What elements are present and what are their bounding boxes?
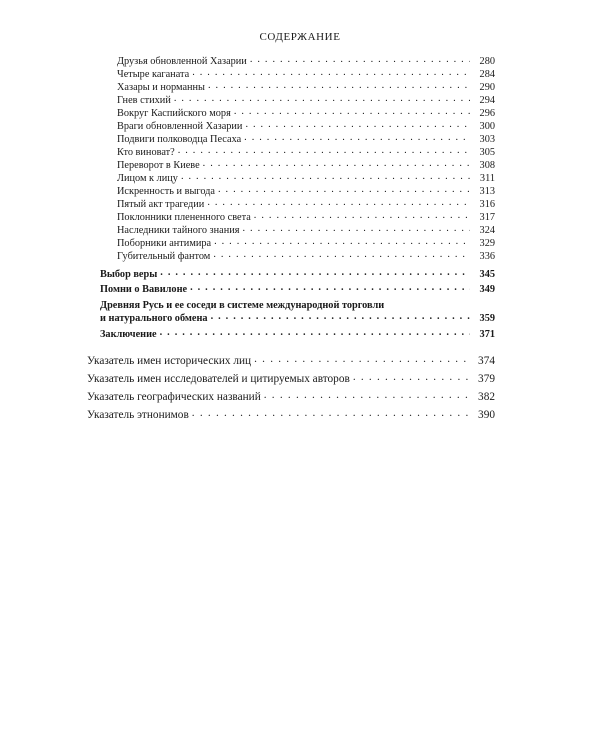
- toc-chapter-entry[interactable]: [100, 268, 495, 282]
- dot-leader: [211, 310, 470, 324]
- index-entry-page: 374: [478, 355, 495, 367]
- toc-entry-title: Переворот в Киеве: [117, 160, 200, 171]
- dot-leader: [203, 157, 470, 171]
- dot-leader: [181, 170, 470, 184]
- toc-entry-page: 329: [479, 238, 495, 249]
- toc-entry-page: 303: [479, 134, 495, 145]
- dot-leader: [207, 196, 470, 210]
- toc-chapter-page: 359: [479, 313, 495, 324]
- toc-entry-title: Четыре каганата: [117, 69, 190, 80]
- toc-entry-page: 313: [479, 186, 495, 197]
- toc-entry-page: 317: [479, 212, 495, 223]
- toc-entry-title: Гнев стихий: [117, 95, 171, 106]
- toc-entry-title: Искренность и выгода: [117, 186, 215, 197]
- dot-leader: [353, 369, 470, 385]
- toc-entry-page: 311: [479, 173, 495, 184]
- toc-entry-title: Лицом к лицу: [117, 173, 178, 184]
- dot-leader: [160, 266, 470, 280]
- toc-entry-title: Поборники антимира: [117, 238, 212, 249]
- dot-leader: [192, 66, 470, 80]
- toc-entry-page: 336: [479, 251, 495, 262]
- toc-conclusion-title: Заключение: [100, 329, 157, 340]
- dot-leader: [250, 53, 470, 67]
- toc-conclusion-entry[interactable]: [100, 328, 495, 342]
- toc-chapter-page: 349: [479, 284, 495, 295]
- toc-entry-title: Наследники тайного знания: [117, 225, 240, 236]
- toc-entry-page: 296: [479, 108, 495, 119]
- toc-entry-title: Пятый акт трагедии: [117, 199, 205, 210]
- toc-entry-page: 305: [479, 147, 495, 158]
- toc-entry-title: Вокруг Каспийского моря: [117, 108, 231, 119]
- dot-leader: [214, 235, 470, 249]
- toc-entry-page: 308: [479, 160, 495, 171]
- toc-conclusion-page: 371: [479, 329, 495, 340]
- dot-leader: [244, 131, 470, 145]
- toc-entry-page: 324: [479, 225, 495, 236]
- toc-chapter-title: Помни о Вавилоне: [100, 284, 188, 295]
- dot-leader: [245, 118, 470, 132]
- dot-leader: [242, 222, 470, 236]
- toc-entry-title: Хазары и норманны: [117, 82, 205, 93]
- dot-leader: [208, 79, 470, 93]
- index-entry-title: Указатель географических названий: [87, 391, 261, 403]
- dot-leader: [190, 281, 470, 295]
- dot-leader: [174, 92, 470, 106]
- index-entry-title: Указатель имен исследователей и цитируемых авторов: [87, 373, 350, 385]
- toc-entry-page: 300: [479, 121, 495, 132]
- dot-leader: [160, 326, 470, 340]
- toc-entry-title: Кто виноват?: [117, 147, 175, 158]
- dot-leader: [213, 248, 470, 262]
- toc-chapter-title: Выбор веры: [100, 269, 158, 280]
- dot-leader: [192, 405, 470, 421]
- toc-entry-page: 294: [479, 95, 495, 106]
- index-entry[interactable]: [87, 353, 495, 369]
- index-entry[interactable]: [87, 407, 495, 423]
- toc-entry-title: Враги обновленной Хазарии: [117, 121, 243, 132]
- dot-leader: [264, 387, 470, 403]
- dot-leader: [234, 105, 470, 119]
- toc-entry-title: Друзья обновленной Хазарии: [117, 56, 247, 67]
- index-entry[interactable]: [87, 371, 495, 387]
- toc-chapter-title-line2: и натурального обмена: [100, 313, 208, 324]
- toc-chapter-page: 345: [479, 269, 495, 280]
- dot-leader: [254, 209, 470, 223]
- toc-entry-page: 284: [479, 69, 495, 80]
- dot-leader: [254, 351, 470, 367]
- toc-entry-title: Подвиги полководца Песаха: [117, 134, 242, 145]
- toc-entry-title: Поклонники плененного света: [117, 212, 251, 223]
- index-entry-page: 390: [478, 409, 495, 421]
- dot-leader: [218, 183, 470, 197]
- toc-entry-page: 290: [479, 82, 495, 93]
- index-entry-title: Указатель имен исторических лиц: [87, 355, 252, 367]
- toc-entry[interactable]: [117, 250, 495, 264]
- running-head: СОДЕРЖАНИЕ: [259, 31, 341, 43]
- index-entry-page: 379: [478, 373, 495, 385]
- toc-chapter-entry[interactable]: [100, 283, 495, 297]
- toc-chapter-entry[interactable]: [100, 312, 495, 326]
- toc-entry-page: 280: [479, 56, 495, 67]
- toc-entry-page: 316: [479, 199, 495, 210]
- dot-leader: [178, 144, 470, 158]
- toc-chapter-title-line1[interactable]: Древняя Русь и ее соседи в системе международной торговли: [100, 300, 385, 311]
- toc-entry-title: Губительный фантом: [117, 251, 211, 262]
- index-entry-title: Указатель этнонимов: [87, 409, 189, 421]
- index-entry-page: 382: [478, 391, 495, 403]
- index-entry[interactable]: [87, 389, 495, 405]
